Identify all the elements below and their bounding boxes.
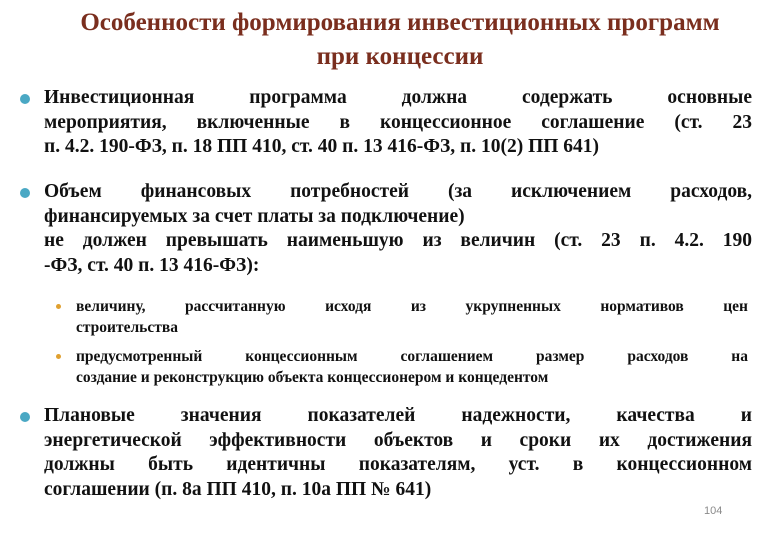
- bullet-marker-icon: [20, 94, 30, 104]
- bullet-2-line-1: Объем финансовых потребностей (за исключением расходов,: [44, 181, 752, 202]
- sub-bullet-2-line-2: создание и реконструкцию объекта концессионером и концедентом: [76, 369, 549, 386]
- bullet-3-line-1: Плановые значения показателей надежности, качества и: [44, 405, 752, 426]
- bullet-1-line-1: Инвестиционная программа должна содержать основные: [44, 87, 752, 108]
- bullet-2-line-4: -ФЗ, ст. 40 п. 13 416-ФЗ):: [44, 254, 260, 276]
- bullet-3-line-2: энергетической эффективности объектов и сроки их достижения: [44, 429, 752, 451]
- slide-title: [40, 6, 760, 74]
- bullet-marker-icon: [20, 188, 30, 198]
- bullet-3-line-3: должны быть идентичны показателям, уст. в концессионном: [44, 454, 752, 475]
- bullet-2-line-2: финансируемых за счет платы за подключение): [44, 205, 465, 227]
- sub-bullet-item-2: [76, 346, 748, 388]
- bullet-1-line-3: п. 4.2. 190-ФЗ, п. 18 ПП 410, ст. 40 п. 13 416-ФЗ, п. 10(2) ПП 641): [44, 136, 600, 157]
- sub-bullet-1-line-2: строительства: [76, 319, 178, 336]
- bullet-3-line-4: соглашении (п. 8а ПП 410, п. 10а ПП № 641): [44, 478, 432, 500]
- bullet-item-2: [44, 180, 752, 278]
- sub-bullet-marker-icon: [56, 304, 61, 309]
- bullet-item-3: [44, 404, 752, 502]
- sub-bullet-item-1: [76, 296, 748, 338]
- bullet-1-line-2: мероприятия, включенные в концессионное соглашение (ст. 23: [44, 111, 752, 133]
- bullet-item-1: [44, 86, 752, 160]
- sub-bullet-marker-icon: [56, 354, 61, 359]
- sub-bullet-1-line-1: величину, рассчитанную исходя из укрупненных нормативов цен: [76, 298, 748, 315]
- bullet-marker-icon: [20, 412, 30, 422]
- title-line-1: Особенности формирования инвестиционных программ: [80, 9, 720, 36]
- sub-bullet-2-line-1: предусмотренный концессионным соглашением размер расходов на: [76, 348, 748, 365]
- page-number: 104: [704, 505, 723, 517]
- title-line-2: при концессии: [316, 43, 484, 70]
- bullet-2-line-3: не должен превышать наименьшую из величин (ст. 23 п. 4.2. 190: [44, 230, 752, 251]
